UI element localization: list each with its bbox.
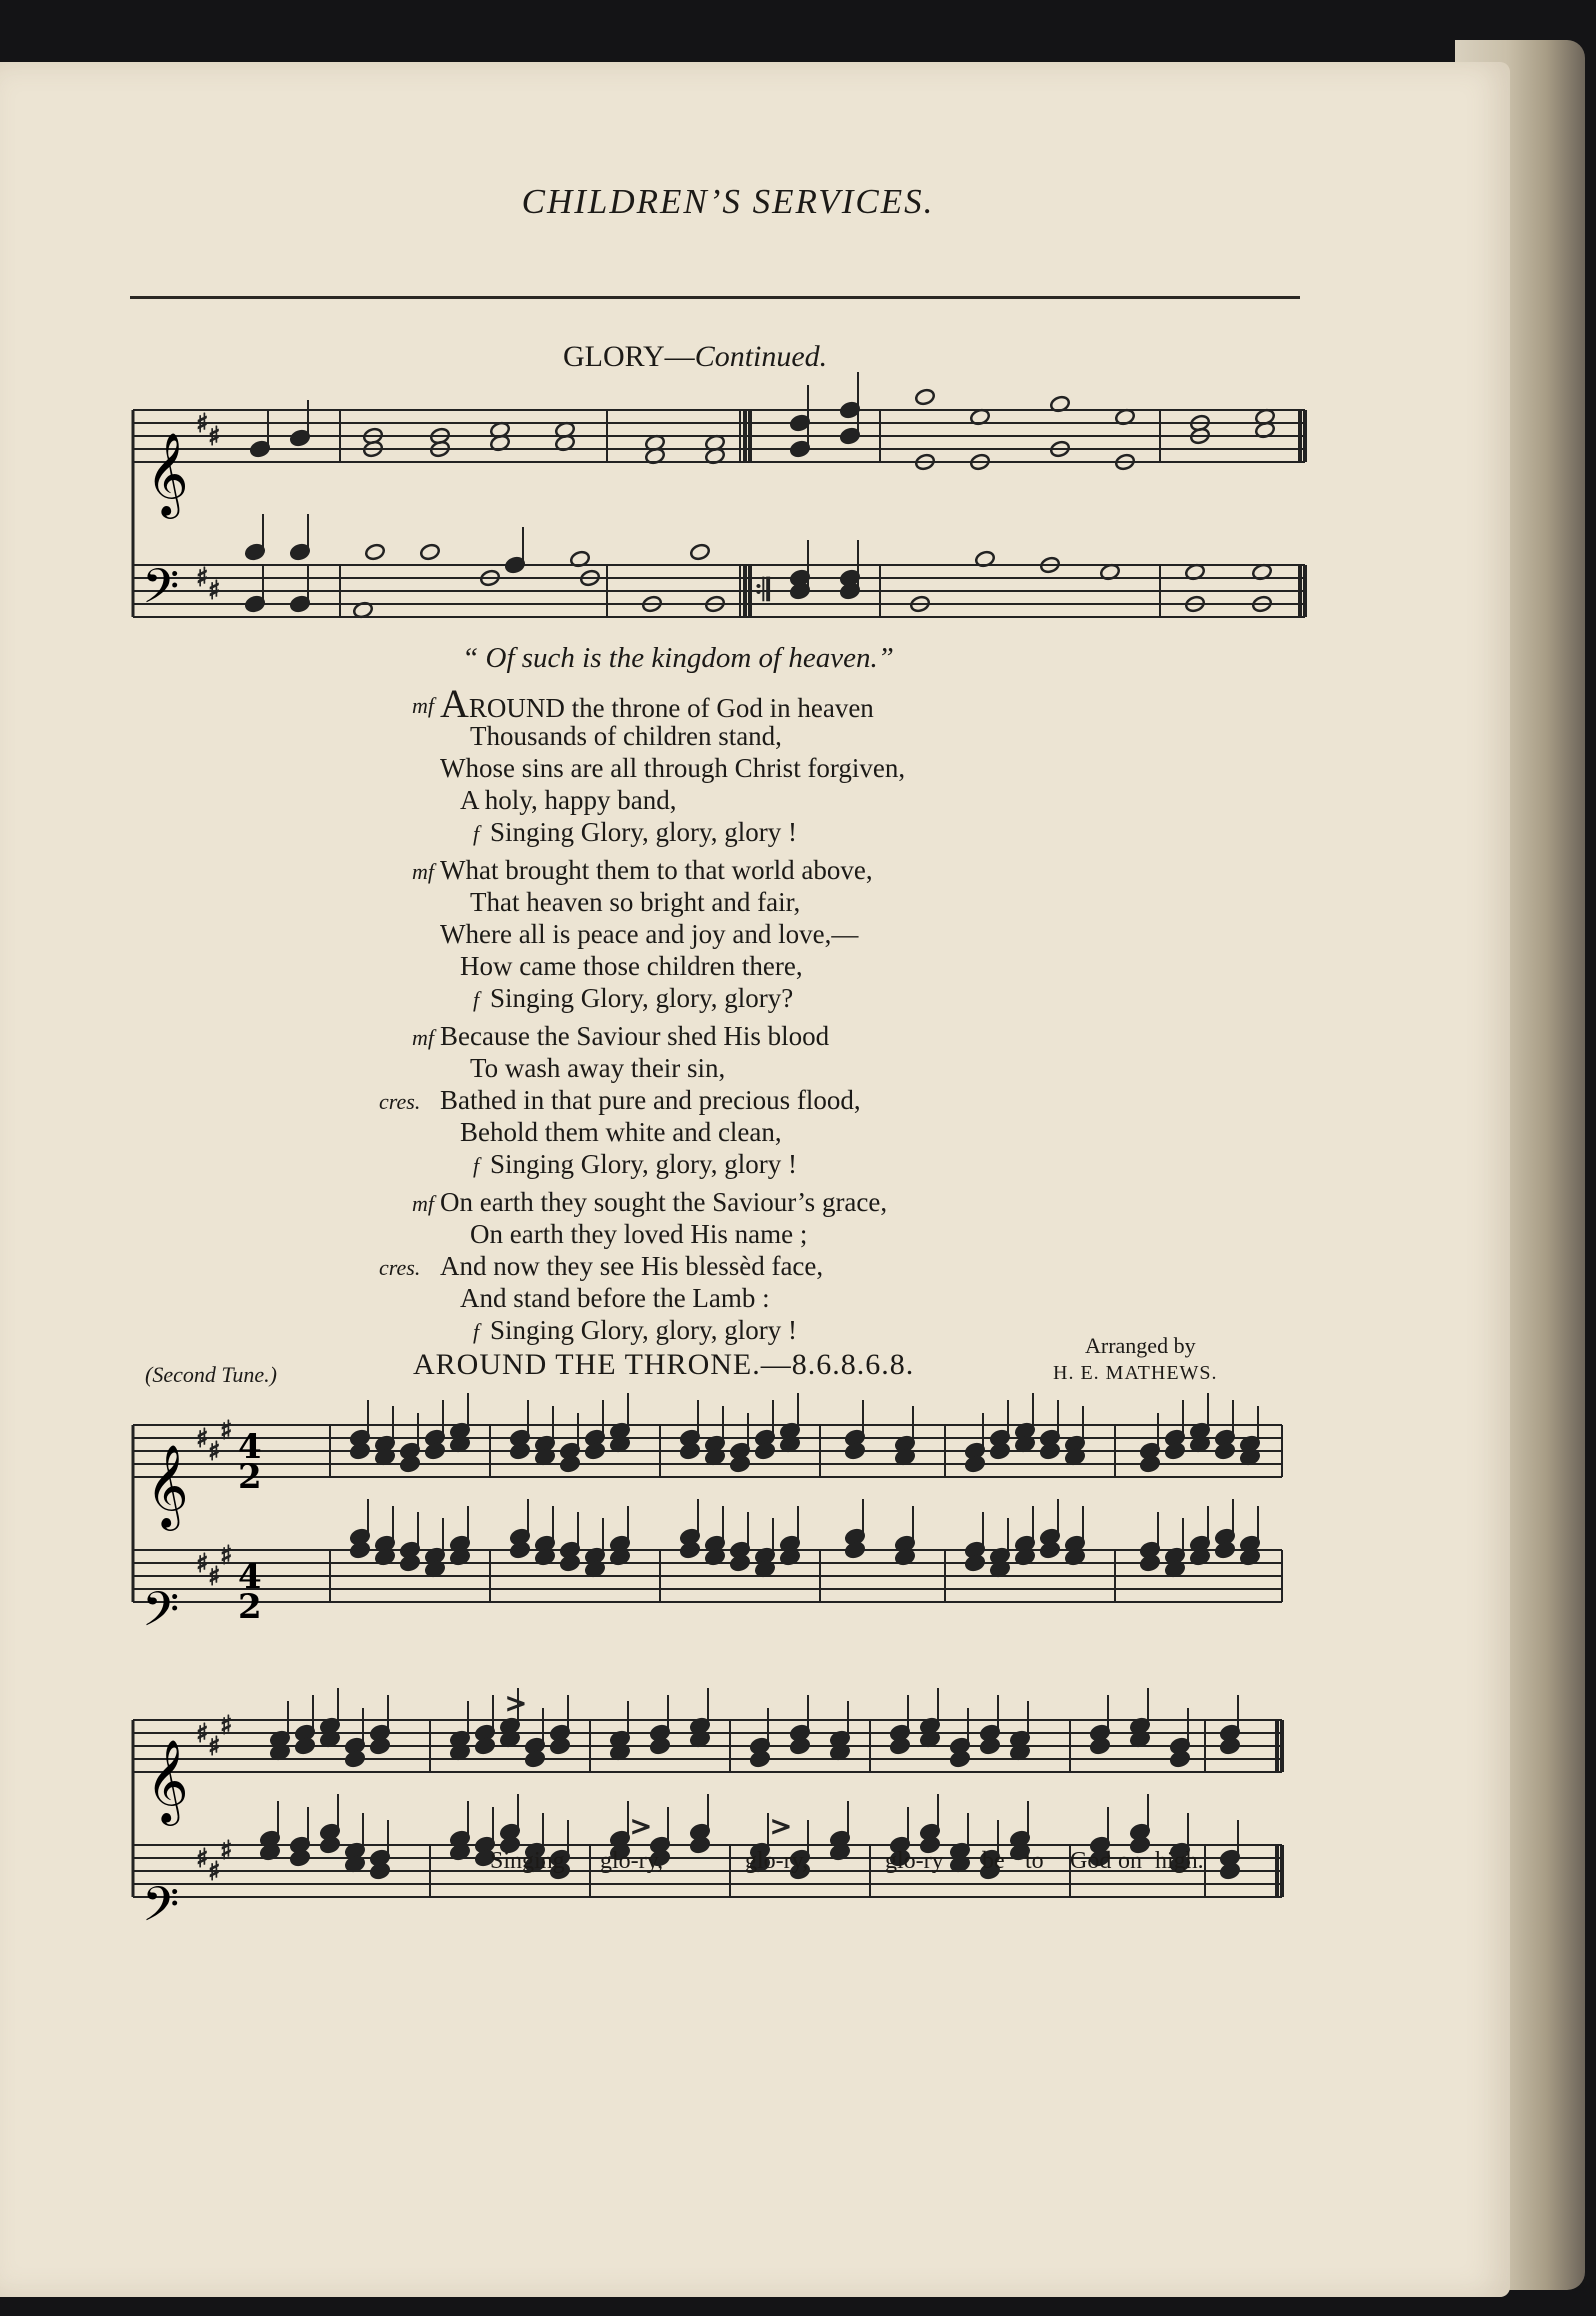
time-sig-bottom-bass: 2 [238,1587,262,1627]
verse-text: And now they see His blessèd face, [440,1251,824,1281]
note-head [754,1442,775,1460]
note-head [364,543,385,561]
sharp-icon: ♯ [220,1416,233,1446]
note-head [964,1554,985,1572]
hymn-title-suffix: Continued. [694,340,828,373]
verse-line [380,752,1280,784]
note-head [989,1442,1010,1460]
verse-line [380,1052,1280,1084]
verse-line [380,982,1280,1014]
treble-clef-icon-2: 𝄞 [146,1443,189,1527]
verse-line [380,854,1280,886]
note-head [289,1849,310,1867]
accent-mark: > [630,1812,652,1842]
verse-text: Thousands of children stand, [470,721,782,751]
note-head [319,1836,340,1854]
verses [379,681,1280,1352]
note-head [649,1737,670,1755]
note-head [729,1455,750,1473]
verse-line [380,1282,1280,1314]
sharp-icon: ♯ [208,422,221,452]
note-head [509,1442,530,1460]
verse-text: Singing Glory, glory, glory ! [490,1149,797,1179]
note-head [349,1541,370,1559]
note-head [509,1541,530,1559]
time-sig-top: 4 [238,1427,262,1467]
verse [380,854,1280,1014]
note-head [1164,1442,1185,1460]
score-around-the-throne [0,1380,1596,2030]
note-head [844,1541,865,1559]
dynamic-mark: mf [412,859,434,884]
lyric-syllable: glo-ry [885,1848,944,1874]
note-head [559,1455,580,1473]
note-head [729,1554,750,1572]
note-head [344,1750,365,1768]
note-head [1139,1455,1160,1473]
sharp-icon: ♯ [208,1732,221,1762]
lyric-syllable: to [1025,1848,1044,1874]
sharp-icon: ♯ [196,1719,209,1749]
verse [380,681,1280,848]
verse-line [380,784,1280,816]
verse-text: Singing Glory, glory, glory? [490,983,794,1013]
note-head [294,1737,315,1755]
verse-text: AROUND the throne of God in heaven [440,681,874,726]
sharp-icon: ♯ [220,1541,233,1571]
verse-line [380,1020,1280,1052]
bass-clef-icon-2: 𝄢 [142,1581,180,1649]
note-head [369,1862,390,1880]
sharp-icon: ♯ [196,563,209,593]
treble-clef-icon: 𝄞 [146,431,189,515]
note-head [419,543,440,561]
verse-text: On earth they sought the Saviour’s grace, [440,1187,888,1217]
verse-text: A holy, happy band, [460,785,677,815]
sharp-icon: ♯ [208,1437,221,1467]
verse-text: Whose sins are all through Christ forgiven, [440,753,906,783]
note-head [399,1455,420,1473]
note-head [979,1737,1000,1755]
sharp-icon: ♯ [208,1562,221,1592]
second-tune-label: (Second Tune.) [145,1362,277,1387]
verse-text: That heaven so bright and fair, [470,887,801,917]
hymn-title-throne: AROUND THE THRONE.—8.6.8.6.8. [413,1348,915,1381]
verse [380,1186,1280,1346]
verse-line [380,1218,1280,1250]
accent-mark: > [505,1689,527,1719]
verse-line [380,681,1280,726]
verse-text: Because the Saviour shed His blood [440,1021,830,1051]
lyric-syllable: high. [1155,1848,1204,1874]
verse-line [380,720,1280,752]
sharp-icon: ♯ [196,409,209,439]
note-head [844,1442,865,1460]
sharp-icon: ♯ [220,1711,233,1741]
accent-mark: > [770,1812,792,1842]
verse-text: And stand before the Lamb : [460,1283,770,1313]
lyric-syllable: be [982,1848,1005,1874]
dynamic-mark: cres. [379,1089,421,1114]
time-sig-top-bass: 4 [238,1557,262,1597]
verse-text: Singing Glory, glory, glory ! [490,1315,797,1345]
note-head [964,1455,985,1473]
note-head [889,1737,910,1755]
verse-text: How came those children there, [460,951,803,981]
note-head [1089,1737,1110,1755]
dynamic-mark: f [473,987,480,1012]
note-head [474,1737,495,1755]
sharp-icon: ♯ [208,1857,221,1887]
lyric-syllable: glo-ry, [745,1848,809,1874]
verse-line [380,1250,1280,1282]
note-head [1039,1442,1060,1460]
verse-line [380,1148,1280,1180]
verse-line [380,816,1280,848]
verse [380,1020,1280,1180]
note-head [1214,1442,1235,1460]
sharp-icon: ♯ [196,1549,209,1579]
note-head [679,1541,700,1559]
note-head [559,1554,580,1572]
dynamic-mark: f [473,1153,480,1178]
note-head [369,1737,390,1755]
note-head [1039,1541,1060,1559]
verse-line [380,1186,1280,1218]
lyric-syllable: glo-ry, [600,1848,664,1874]
note-head [949,1750,970,1768]
verse-text: Behold them white and clean, [460,1117,782,1147]
note-head [689,1836,710,1854]
bass-clef-icon-3: 𝄢 [142,1876,180,1944]
note-head [789,1737,810,1755]
verse-text: To wash away their sin, [470,1053,726,1083]
note-head [524,1750,545,1768]
note-head [679,1442,700,1460]
verse-line [380,1084,1280,1116]
note-head [424,1442,445,1460]
note-head [584,1442,605,1460]
verse-line [380,1116,1280,1148]
treble-clef-icon-3: 𝄞 [146,1738,189,1822]
time-sig-bottom: 2 [238,1457,262,1497]
sharp-icon: ♯ [196,1844,209,1874]
verse-line [380,950,1280,982]
verse-text: Bathed in that pure and precious flood, [440,1085,861,1115]
dynamic-mark: mf [412,693,434,718]
dynamic-mark: f [473,1319,480,1344]
hymn-title-main: GLORY— [563,340,695,373]
note-head [689,543,710,561]
drop-cap: A [440,681,469,726]
arranged-by-label: Arranged by [1085,1333,1196,1358]
verse-text: On earth they loved His name ; [470,1219,808,1249]
sharp-icon: ♯ [208,576,221,606]
dynamic-mark: mf [412,1191,434,1216]
note-head [914,388,935,406]
lyric-syllable: on [1118,1848,1142,1874]
note-head [399,1554,420,1572]
note-head [1219,1862,1240,1880]
verse-line [380,886,1280,918]
note-head [749,1750,770,1768]
epigraph: “ Of such is the kingdom of heaven.” [462,642,894,674]
note-head [1214,1541,1235,1559]
lyric-syllable: Singing [490,1848,565,1874]
note-head [1169,1750,1190,1768]
sharp-icon: ♯ [196,1424,209,1454]
sharp-icon: ♯ [220,1836,233,1866]
verse-text: Singing Glory, glory, glory ! [490,817,797,847]
dynamic-mark: f [473,821,480,846]
arranger-name: H. E. MATHEWS. [1053,1362,1218,1384]
score-glory [0,0,1596,700]
verse-text: What brought them to that world above, [440,855,873,885]
note-head [1219,1737,1240,1755]
repeat-sign: 𝄇 [755,573,770,608]
bass-clef-icon: 𝄢 [142,558,180,626]
dynamic-mark: mf [412,1025,434,1050]
note-head [1139,1554,1160,1572]
dynamic-mark: cres. [379,1255,421,1280]
lyric-syllable: God [1070,1848,1112,1874]
running-head: CHILDREN’S SERVICES. [521,182,935,221]
note-head [549,1737,570,1755]
note-head [349,1442,370,1460]
verse-line [380,918,1280,950]
verse-text: Where all is peace and joy and love,— [440,919,859,949]
